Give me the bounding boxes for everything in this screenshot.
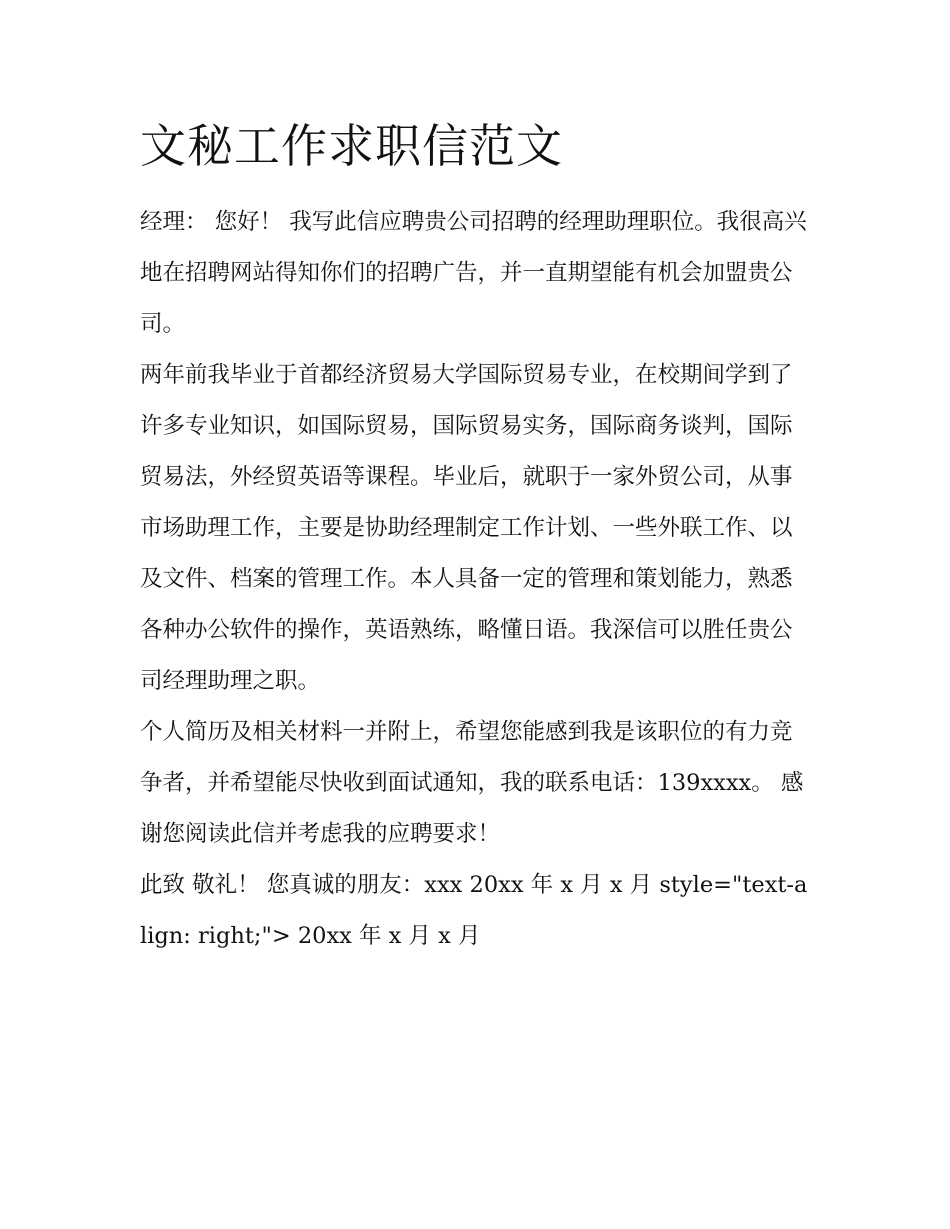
document-title: 文秘工作求职信范文 <box>140 119 563 173</box>
document-body <box>140 197 812 962</box>
paragraph-greeting: 经理： 您好！ 我写此信应聘贵公司招聘的经理助理职位。我很高兴地在招聘网站得知你们的招聘广告，并一直期望能有机会加盟贵公司。 <box>140 209 807 337</box>
paragraph-closing: 此致 敬礼！ 您真诚的朋友：xxx 20xx 年 x 月 x 月 style="text-align: right;"> 20xx 年 x 月 x 月 <box>140 872 808 949</box>
paragraph-background: 两年前我毕业于首都经济贸易大学国际贸易专业，在校期间学到了许多专业知识，如国际贸易，国际贸易实务，国际商务谈判，国际贸易法，外经贸英语等课程。毕业后，就职于一家外贸公司，从事市场助理工作，主要是协助经理制定工作计划、一些外联工作、以及文件、档案的管理工作。本人具备一定的管理和策划能力，熟悉各种办公软件的操作，英语熟练，略懂日语。我深信可以胜任贵公司经理助理之职。 <box>140 362 793 694</box>
paragraph-request: 个人简历及相关材料一并附上，希望您能感到我是该职位的有力竞争者，并希望能尽快收到面试通知，我的联系电话：139xxxx。 感谢您阅读此信并考虑我的应聘要求！ <box>140 719 804 847</box>
